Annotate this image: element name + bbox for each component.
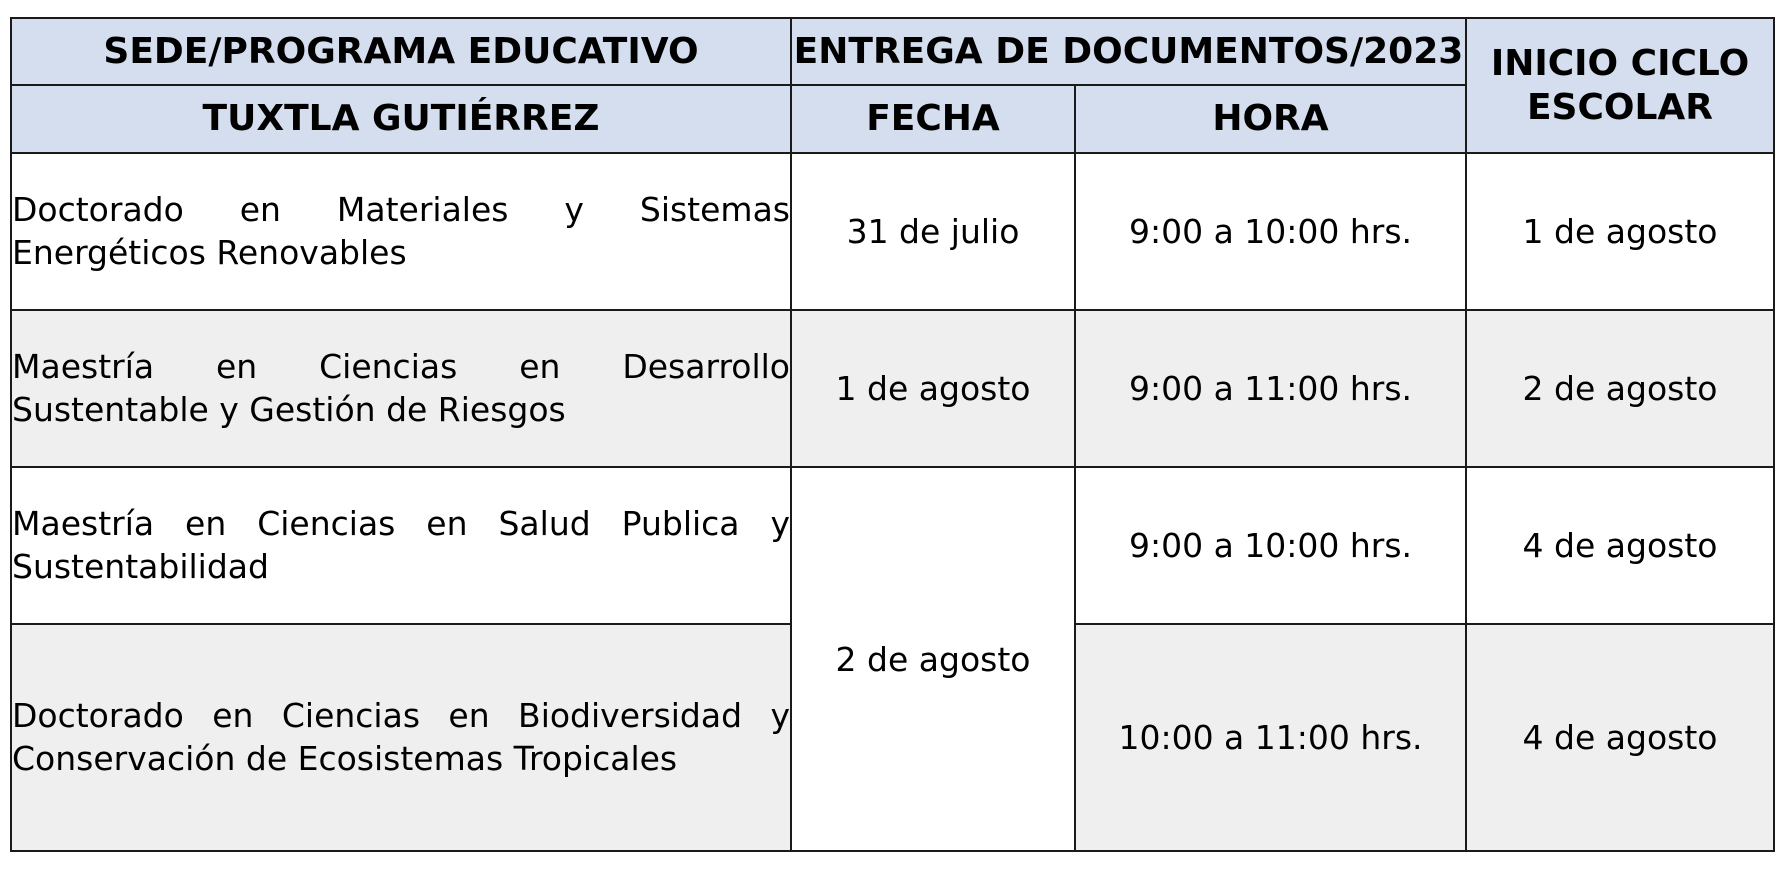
time-cell: 9:00 a 11:00 hrs. [1075,310,1466,467]
start-cell: 4 de agosto [1466,467,1774,624]
time-cell: 9:00 a 10:00 hrs. [1075,467,1466,624]
program-column-header: SEDE/PROGRAMA EDUCATIVO [11,18,791,85]
start-cell: 4 de agosto [1466,624,1774,851]
date-cell-merged: 2 de agosto [791,467,1075,851]
schedule-table [10,17,1775,852]
program-cell: Doctorado en Materiales y Sistemas Energéticos Renovables [11,153,791,310]
start-cell: 1 de agosto [1466,153,1774,310]
start-cell: 2 de agosto [1466,310,1774,467]
date-cell: 1 de agosto [791,310,1075,467]
program-cell: Maestría en Ciencias en Salud Publica y Sustentabilidad [11,467,791,624]
time-cell: 9:00 a 10:00 hrs. [1075,153,1466,310]
date-cell: 31 de julio [791,153,1075,310]
date-column-header: FECHA [791,85,1075,153]
table-row [11,310,1774,467]
delivery-column-header: ENTREGA DE DOCUMENTOS/2023 [791,18,1466,85]
time-cell: 10:00 a 11:00 hrs. [1075,624,1466,851]
table-row [11,153,1774,310]
campus-header: TUXTLA GUTIÉRREZ [11,85,791,153]
program-cell: Doctorado en Ciencias en Biodiversidad y Conservación de Ecosistemas Tropicales [11,624,791,851]
program-cell: Maestría en Ciencias en Desarrollo Sustentable y Gestión de Riesgos [11,310,791,467]
time-column-header: HORA [1075,85,1466,153]
start-column-header: INICIO CICLO ESCOLAR [1466,18,1774,153]
table-row [11,467,1774,624]
header-row-1 [11,18,1774,85]
